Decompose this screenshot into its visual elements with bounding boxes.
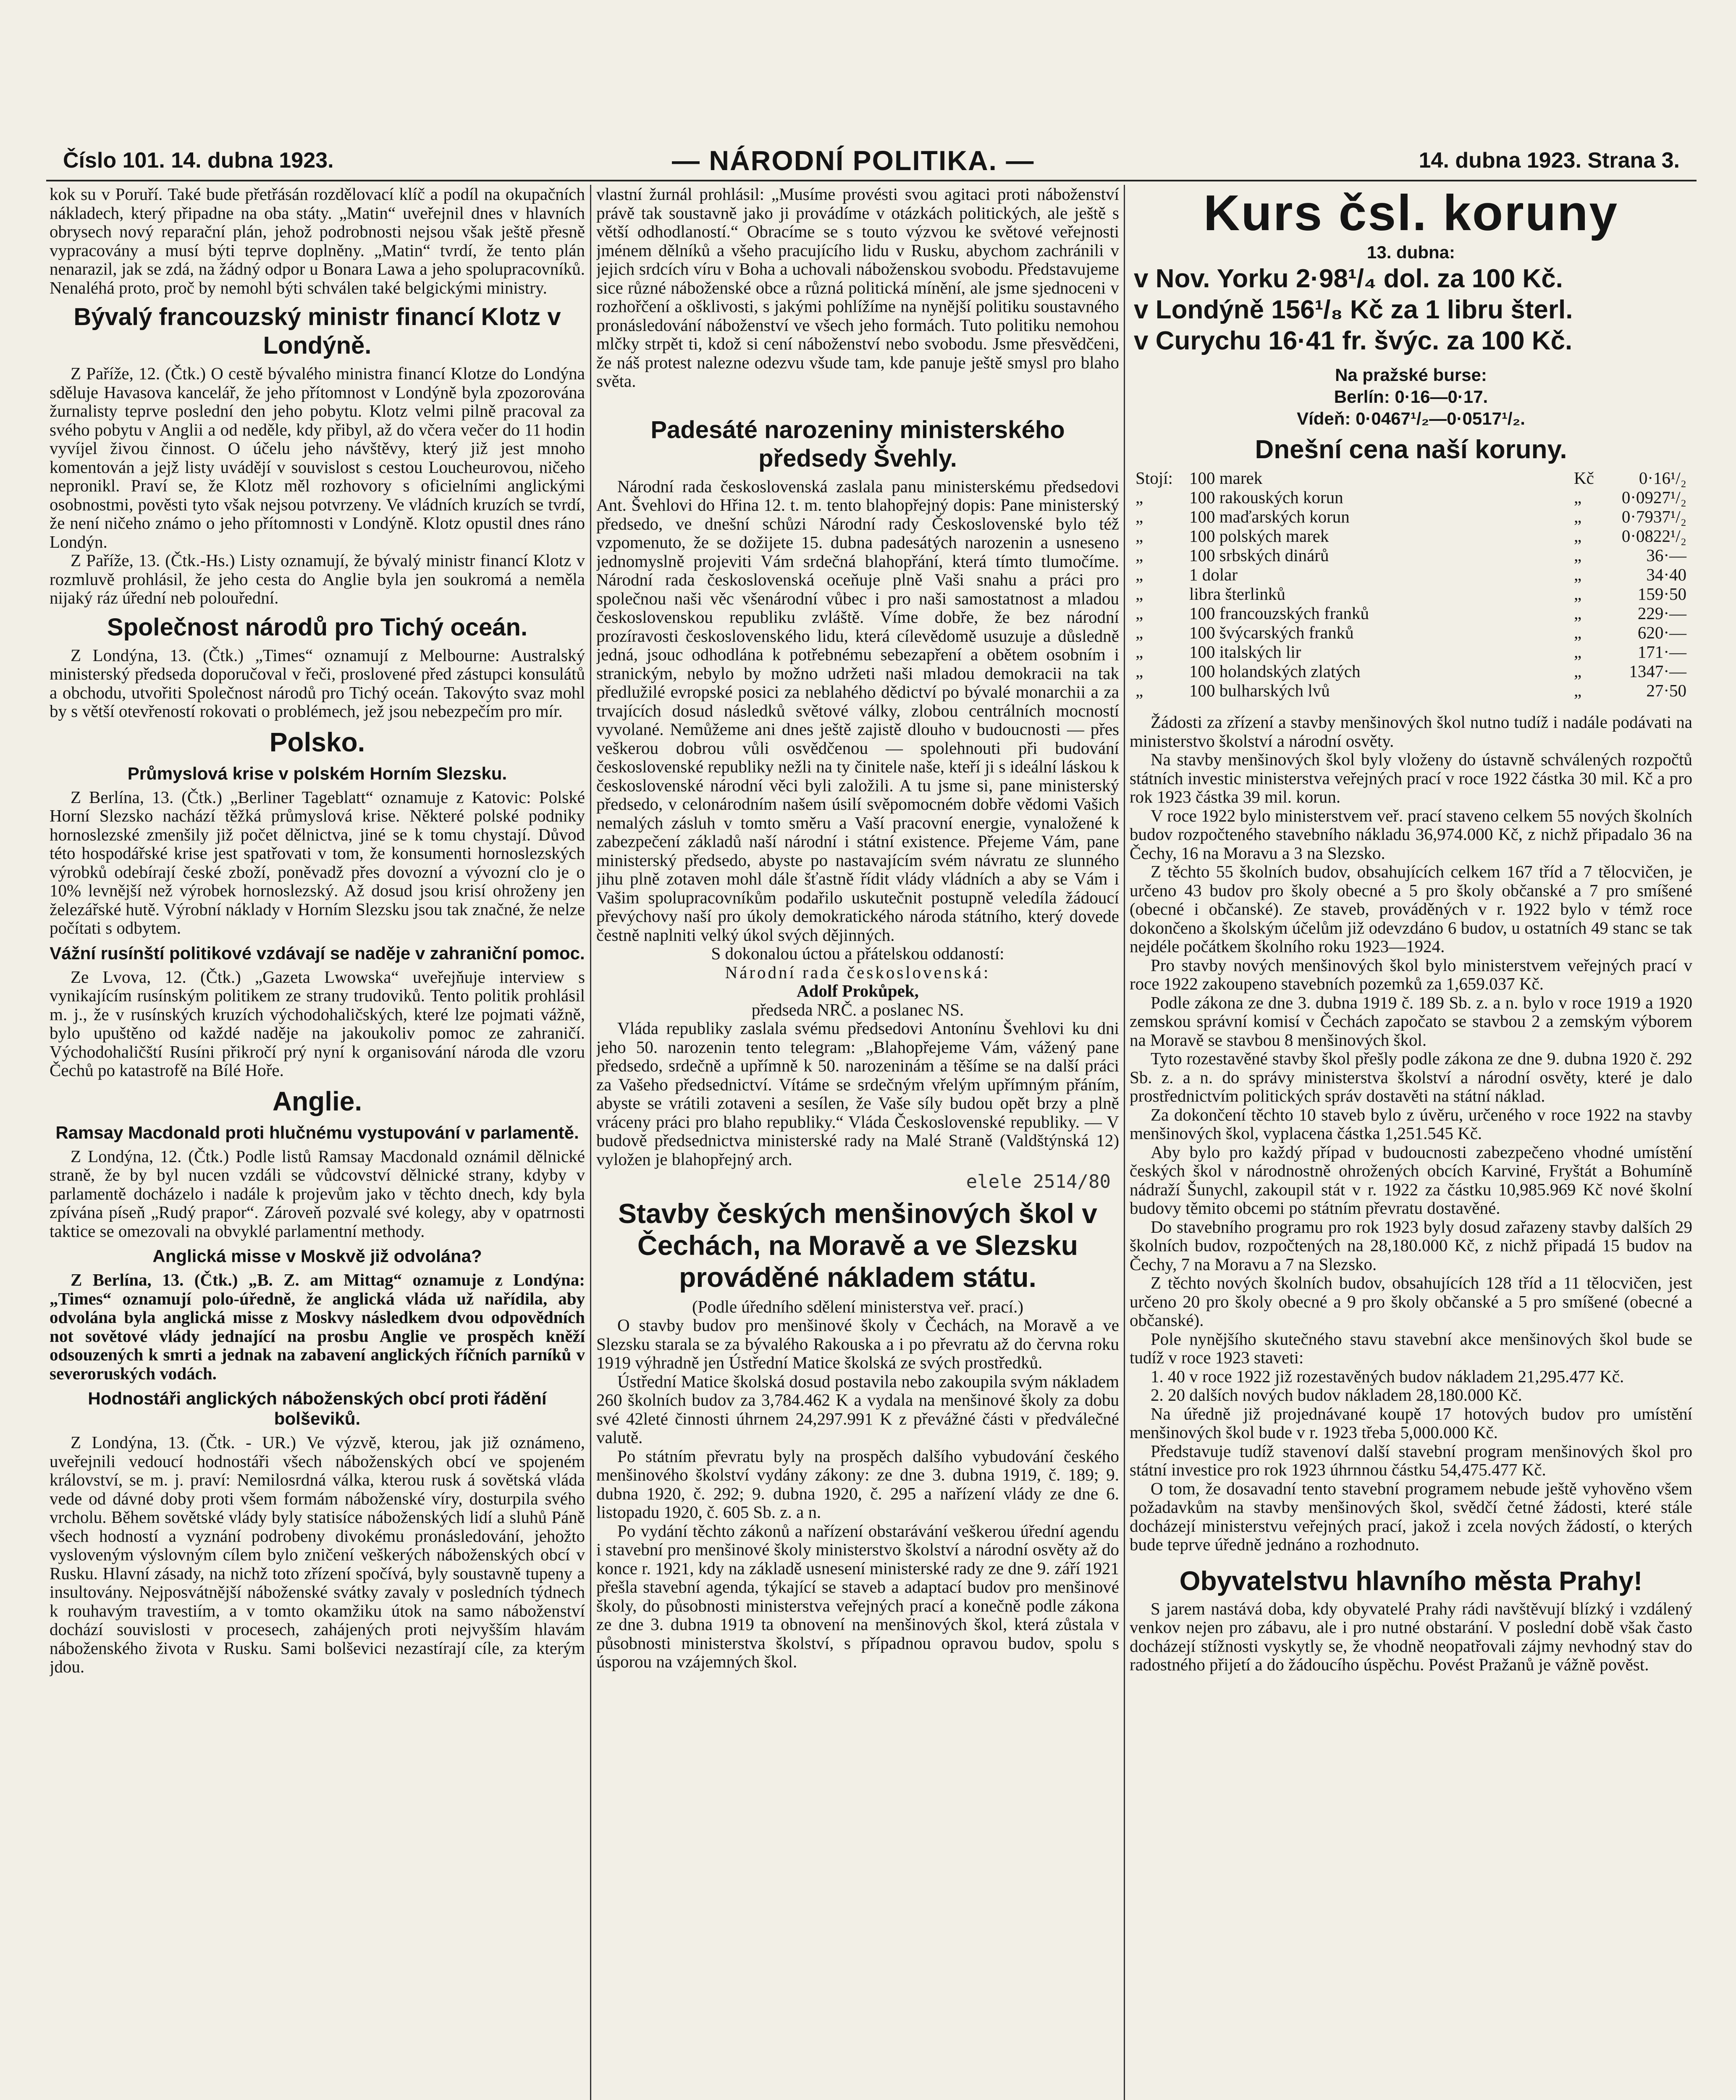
headline: Kurs čsl. koruny [1203, 185, 1619, 241]
headline: Obyvatelstvu hlavního města Prahy! [1179, 1565, 1643, 1596]
currency-label: libra šterlinků [1189, 584, 1285, 604]
currency-unit: „ [1574, 681, 1582, 700]
currency-value: 0·16¹/₂ [1639, 468, 1686, 488]
paragraph: S jarem nastává doba, kdy obyvatelé Prahy rádi navštěvují blízký i vzdálený venkov nejen pro zábavu, ale i pro nutné obstarání. V poslední době však často docházejí stížnosti vyskytly se, že vhodně neopatřovali zájmy nevhodný stav do radostného přijetí a do žádoucího úspěchu. Povést Pražanů je vážně pověst. [1130, 1599, 1692, 1674]
currency-label: 100 srbských dinárů [1189, 546, 1329, 565]
paragraph: Žádosti za zřízení a stavby menšinových škol nutno tudíž i nadále podávati na ministerstvo školství a národní osvěty. [1130, 712, 1692, 751]
currency-unit: „ [1574, 584, 1582, 604]
column-1 [50, 185, 585, 2100]
paragraph: 2. 20 dalších nových budov nákladem 28,180.000 Kč. [1151, 1385, 1522, 1404]
rate-line: Berlín: 0·16—0·17. [1334, 387, 1488, 407]
currency-row [1134, 468, 1688, 488]
row-prefix: „ [1135, 546, 1143, 565]
currency-label: 100 italských lir [1189, 642, 1301, 662]
subheadline: Hodnostáři anglických náboženských obcí proti řádění bolševiků. [88, 1389, 547, 1428]
headline: Stavby českých menšinových škol v Čechách, na Moravě a ve Slezsku prováděné nákladem státu. [618, 1197, 1097, 1293]
paragraph: Podle zákona ze dne 3. dubna 1919 č. 189 Sb. z. a n. bylo v roce 1919 a 1920 zemskou správní komisí v Čechách započato se stavbou 2 a zemským výborem na Moravě se stavbou 8 menšinových škol. [1130, 992, 1692, 1050]
paragraph: Tyto rozestavěné stavby škol přešly podle zákona ze dne 9. dubna 1920 č. 292 Sb. z. a n. do správy ministerstva školství a národní osvěty, které je dalo prostřednictvím politických správ dostavěti na státní náklad. [1130, 1049, 1692, 1105]
paragraph: Z Londýna, 13. (Čtk. - UR.) Ve výzvě, kterou, jak již oznámeno, uveřejnili vedoucí hodnostáři všech náboženských obcí ve spojeném království, se m. j. praví: Nemilosrdná válka, kterou rusk á sovětská vláda vede od dávné doby proti všem formám náboženské víry, dosturpila svého vrcholu. Během sovětské vlády byly statisíce náboženských lidí a sluhů Páně všech hodností a vyznání podrobeny divokému pronásledování, jehožto vysloveným výslovným cílem bylo zničení veškerých náboženských obcí v Rusku. Hlavní zásady, na nichž toto zřízení spočívá, byly soustavně tupeny a insultovány. Nejposvátnější náboženské svátky zavaly v posledních týdnech k rouhavým travestiím, a v tomto okamžiku útok na samo náboženství dochází souvislosti v procesech, zahájených proti nejvyšším hlavám náboženského života v Rusku. Sami bolševici nezastírají cíle, za kterým jdou. [50, 1433, 585, 1676]
subheadline: (Podle úředního sdělení ministerstva veř. prací.) [692, 1297, 1024, 1316]
paragraph: Pro stavby nových menšinových škol bylo ministerstvem veřejných prací v roce 1922 zakoupeno stavebních pozemků za 1,659.037 Kč. [1130, 955, 1692, 993]
row-prefix: „ [1135, 681, 1143, 700]
paragraph: O tom, že dosavadní tento stavební programem nebude ještě vyhověno všem požadavkům na stavby menšinových škol, svědčí četné žádosti, které stále docházejí ministerstvu veřejných prací, jakož i zcela nových žádostí, o kterých bude teprve úředně jednáno a rozhodnuto. [1130, 1478, 1692, 1554]
paragraph: V roce 1922 bylo ministerstvem veř. prací staveno celkem 55 nových školních budov rozpočteného stavebního nákladu 36,974.000 Kč, z nichž připadalo 36 na Čechy, 16 na Moravu a 3 na Slezsko. [1130, 806, 1692, 863]
currency-value: 229·— [1637, 604, 1686, 623]
paragraph: Z Londýna, 13. (Čtk.) „Times“ oznamují z Melbourne: Australský ministerský předseda doporučoval v řeči, proslovené před zástupci konsulátů a obchodu, utvořiti Společnost národů pro Tichý oceán. Takovýto svaz mohl by s větší otevřeností rokovati o problémech, jež jsou nebezpečím pro mír. [50, 645, 585, 721]
currency-row [1134, 604, 1688, 623]
currency-label: 100 maďarských korun [1189, 507, 1350, 526]
paragraph: Po vydání těchto zákonů a nařízení obstarávání veškerou úřední agendu i stavební pro menšinové školy ministerstvo školství a národní osvěty až do konce r. 1921, kdy na základě usnesení ministerské rady ze dne 9. září 1921 přešla stavební agenda, týkající se staveb a adaptací budov pro menšinové školy, do působnosti ministerstva veřejných prací a konečně podle zákona ze dne 3. dubna 1919 ta obnovení na menšinových škol, která zůstala v působnosti ministerstva školství, s případnou opravou budov, spolu s úsporou na vzájemných škol. [596, 1521, 1119, 1671]
currency-label: 100 švýcarských franků [1189, 623, 1354, 642]
currency-value: 0·0822¹/₂ [1621, 526, 1686, 546]
rate-line: Vídeň: 0·0467¹/₂—0·0517¹/₂. [1297, 409, 1525, 428]
paragraph: Z Londýna, 12. (Čtk.) Podle listů Ramsay Macdonald oznámil dělnické straně, že by byl nucen vzdáli se vůdcovství dělnické strany, kdyby v parlamentě docházelo i nadále k projevům jako v těchto dnech, kdy byla zpívána píseň „Rudý prapor“. Zároveň pozvalé své kolegy, aby v opatrnosti taktice se omezovali na obvyklé parlamentní methody. [50, 1146, 585, 1241]
headline: Padesáté narozeniny ministerského předsedy Švehly. [650, 416, 1065, 472]
currency-label: 100 marek [1189, 468, 1263, 488]
row-prefix: „ [1135, 507, 1143, 526]
paragraph: Po státním převratu byly na prospěch dalšího vybudování českého menšinového školství vydány zákony: ze dne 3. dubna 1919, č. 189; 9. dubna 1920, č. 292; 9. dubna 1920, č. 295 a nařízení vlády ze dne 6. listopadu 1920, č. 605 Sb. z. a n. [596, 1446, 1119, 1522]
currency-value: 1347·— [1629, 662, 1686, 681]
issue-number: Číslo 101. 14. dubna 1923. [63, 148, 334, 173]
paragraph: Vláda republiky zaslala svému předsedovi Antonínu Švehlovi ku dni jeho 50. narozenin tento telegram: „Blahopřejeme Vám, vážený pane předsedo, srdečně a upřímně k 50. narozeninám a těšíme se na další práci za Vašeho předsednictví. Vítáme se srdečným vřelým upřímným přáním, abyste se vrátili zotaveni a sesílen, že Vaše síly budou opět brzy a plně vráceny práci pro blaho republiky.“ Vláda Československé republiky. — V budově předsednictva ministerské rady na Malé Straně (Valdštýnská 12) vyložen je blahopřejný arch. [596, 1018, 1119, 1169]
exchange-box [1134, 185, 1688, 700]
row-prefix: „ [1135, 642, 1143, 662]
currency-row [1134, 662, 1688, 681]
paragraph: Národní rada československá zaslala panu ministerskému předsedovi Ant. Švehlovi do Hřina 12. t. m. tento blahopřejný dopis: Pane ministerský předsedo, ve dnešní schůzi Národní rady Československé bylo též vzpomenuto, že se dožijete 15. dubna padesátých narozenin a usneseno jednomyslně projeviti Vám srdečná blahopřání, která tímto tlumočíme. Národní rada československá oceňuje plně Vaši snahu a práci pro společnou naši věc všenárodní vůbec i pro naši samostatnost a mladou československou republiku zvláště. Víme dobře, že bez národní prozíravosti československého lidu, která cílevědomě usuzuje a důsledně jedná, jsouc odhodlána k potřebnému sebezapření a obětem osobním i stranickým, nebylo by možno udržeti naši mladou demokracii na tak předlužilé evropské posici za neblahého dědictví po bývalé monarchii a za trvajících dosud následků světové války, zlobou centrálních mocností vyvolané. Nemůžeme ani dnes ještě zajistě dlouho v budoucnosti — přes veškerou dobrou vůli osvědčenou — spolehnouti při budování československé republiky nežli na ty činitele naše, kteří ji s ideální láskou k československé národní věci byli založili. A tu jsme si, pane ministerský předsedo, v celonárodním našem úsilí svěpomocném dobře vědomi Vašich nemalých zásluh v tomto směru a Vaší pracovní energie, vynaložené k zabezpečení základů naší národní i státní existence. Přejeme Vám, pane ministerský předsedo, abyste po nastavajícím svém návratu ze slunného jihu plně zotaven mohl dále šťastně řídit vlády vládních a aby se Vám i Vašim spolupracovníkům podařilo uskutečnit postupně veledíla žádoucí převýchovy naší pro úkoly demokratického národa státního, který dovede čestně naplniti velký úkol svých dějinných. [596, 476, 1119, 945]
section-heading: Polsko. [269, 727, 365, 757]
row-prefix: „ [1135, 662, 1143, 681]
rate-date: 13. dubna: [1366, 242, 1455, 262]
currency-value: 36·— [1646, 546, 1686, 565]
currency-value: 620·— [1637, 623, 1686, 642]
currency-unit: „ [1574, 488, 1582, 507]
currency-row [1134, 584, 1688, 604]
currency-value: 0·0927¹/₂ [1621, 488, 1686, 507]
subheadline: Průmyslová krise v polském Horním Slezsku. [127, 763, 507, 783]
paragraph: Za dokončení těchto 10 staveb bylo z úvěru, určeného v roce 1922 na stavby menšinových škol, vyplacena částka 1,251.545 Kč. [1130, 1105, 1692, 1143]
signature-line: Národní rada československá: [725, 962, 991, 982]
currency-label: 1 dolar [1189, 565, 1238, 584]
paragraph: Představuje tudíž stavenoví další stavební program menšinových škol pro státní investice pro rok 1923 úhrnnou částku 54,475.477 Kč. [1130, 1441, 1692, 1479]
currency-row [1134, 507, 1688, 526]
currency-value: 171·— [1637, 642, 1686, 662]
paragraph: Z Berlína, 13. (Čtk.) „Berliner Tageblatt“ oznamuje z Katovic: Polské Horní Slezsko nachází těžká průmyslová krise. Některé polské podniky hornoslezské zmenšily již počet dělnictva, jiné se k tomu chystají. Důvod této hospodářské krise jest spatřovati v tom, že konsumenti hornoslezských výrobků odebírají české zboží, poněvadž přes dovozní a vývozní clo je o 10% levnější než výrobek hornoslezský. Až dosud jsou krisí ohroženy jen železářské hutě. Výrobní náklady v Horním Slezsku jsou tak značné, že nelze počítati s odbytem. [50, 787, 585, 937]
currency-label: 100 polských marek [1189, 526, 1329, 546]
currency-unit: „ [1574, 546, 1582, 565]
row-prefix: „ [1135, 604, 1143, 623]
row-prefix: Stojí: [1135, 468, 1173, 488]
row-prefix: „ [1135, 584, 1143, 604]
currency-row [1134, 526, 1688, 546]
currency-row [1134, 488, 1688, 507]
currency-row [1134, 565, 1688, 584]
paragraph: Z Paříže, 13. (Čtk.-Hs.) Listy oznamují, že bývalý ministr financí Klotz v rozmluvě prohlásil, že jeho cesta do Anglie byla jen soukromá a neměla nijaký ráz úřední neb polouřední. [50, 551, 585, 607]
headline: Společnost národů pro Tichý oceán. [107, 613, 528, 641]
currency-unit: „ [1574, 507, 1582, 526]
headline: Bývalý francouzský ministr financí Klotz v Londýně. [73, 303, 561, 359]
rate-line: v Nov. Yorku 2·98¹/₄ dol. za 100 Kč. [1134, 264, 1563, 293]
paragraph: Ze Lvova, 12. (Čtk.) „Gazeta Lwowska“ uveřejňuje interview s vynikajícím rusínským politikem ze strany trudoviků. Tento politik prohlásil m. j., že v rusínských kruzích východohaličských, které lze pojmati vážně, bylo upuštěno od každé naděje na jakoukoliv pomoc ze zahraničí. Východohaličští Rusíni přikročí prý nyní k organisování národa dle vzoru Čechů po katastrofě na Bílé Hoře. [50, 967, 585, 1080]
paragraph: Na stavby menšinových škol byly vloženy do ústavně schválených rozpočtů státních investic ministerstva veřejných prací v roce 1922 částka 30 mil. Kč a pro rok 1923 částka 39 mil. korun. [1130, 750, 1692, 806]
currency-unit: „ [1574, 526, 1582, 546]
row-prefix: „ [1135, 488, 1143, 507]
paragraph: Do stavebního programu pro rok 1923 byly dosud zařazeny stavby dalších 29 školních budov, rozpočtených na 28,180.000 Kč, z nichž připadá 15 budov na Čechy, 7 na Moravu a 7 na Slezsko. [1130, 1217, 1692, 1274]
currency-label: 100 holandských zlatých [1189, 662, 1361, 681]
paragraph: Z Berlína, 13. (Čtk.) „B. Z. am Mittag“ oznamuje z Londýna: „Times“ oznamují polo-úředně, že anglická vláda už nařídila, aby odvolána byla anglická misse z Moskvy následkem dvou odpovědních not sovětové vlády jednající na prosbu Anglie ve prospěch kněží odsouzených k smrti a jednak na zabavení anglických říčních parníků v severoruských vodách. [50, 1270, 585, 1383]
paragraph: Ústřední Matice školská dosud postavila nebo zakoupila svým nákladem 260 školních budov za 3,784.462 K a vydala na menšinové školy za dobu své 42leté činnosti úhrnem 24,297.991 K z převážné části v předválečné valutě. [596, 1371, 1119, 1447]
paragraph: kok su v Poruří. Také bude přetřásán rozdělovací klíč a podíl na okupačních nákladech, který připadne na oba státy. „Matin“ uveřejnil dnes v hlavních obrysech nový reparační plán, jehož podrobnosti nejsou však ještě přesně vypracovány a musí býti teprve doplněny. „Matin“ tvrdí, že tento plán nenarazil, jak se zdá, na žádný odpor u Bonara Lawa a jeho spolupracovníků. Nenaléhá proto, proč by nemohl býti schválen také belgickými ministry. [50, 185, 585, 297]
currency-row [1134, 642, 1688, 662]
currency-row [1134, 623, 1688, 642]
column-divider [1124, 185, 1125, 2100]
subheadline: Ramsay Macdonald proti hlučnému vystupování v parlamentě. [55, 1122, 579, 1142]
currency-label: 100 bulharských lvů [1189, 681, 1330, 700]
column-3 [1130, 185, 1692, 2100]
currency-row [1134, 546, 1688, 565]
currency-unit: „ [1574, 623, 1582, 642]
currency-unit: „ [1574, 642, 1582, 662]
masthead [46, 143, 1697, 176]
currency-value: 27·50 [1646, 681, 1686, 700]
currency-unit: „ [1574, 565, 1582, 584]
rate-line: v Londýně 156¹/₈ Kč za 1 libru šterl. [1134, 295, 1573, 324]
paragraph: O stavby budov pro menšinové školy v Čechách, na Moravě a ve Slezsku starala se za bývalého Rakouska a i po převratu až do června roku 1919 výhradně jen Ústřední Matice školská ze svých prostředků. [596, 1315, 1119, 1372]
paragraph: 1. 40 v roce 1922 již rozestavěných budov nákladem 21,295.477 Kč. [1151, 1366, 1624, 1386]
row-prefix: „ [1135, 565, 1143, 584]
row-prefix: „ [1135, 526, 1143, 546]
currency-table [1134, 468, 1688, 700]
currency-unit: „ [1574, 662, 1582, 681]
masthead-rule [46, 180, 1697, 181]
burse-title: Na pražské burse: [1335, 365, 1487, 385]
currency-unit: Kč [1574, 468, 1594, 488]
currency-label: 100 rakouských korun [1189, 488, 1343, 507]
currency-row [1134, 681, 1688, 700]
paragraph: vlastní žurnál prohlásil: „Musíme provésti svou agitaci proti náboženství právě tak soustavně jako ji provádíme v otázkách politických, ale ještě s větší odhodlaností.“ Obracíme se s touto výzvou ke světové veřejnosti jménem dělníků a všeho pracujícího lidu v Rusku, abychom zachránili v jejich srdcích víru v Boha a uchovali náboženskou svobodu. Představujeme sice různé náboženské obce a různá politická mínění, ale jsme sjednoceni v rozhořčení a ošklivosti, s jakými pohlížíme na nynější politiku soustavného pronásledování náboženství ve všech jeho formách. Tuto politiku nemohou mlčky strpět ti, kdož si cení náboženství nebo svobodu. Jsme přesvědčeni, že náš protest nalezne odezvu všude tam, kde panuje ještě smysl pro blaho světa. [596, 185, 1119, 391]
paragraph: S dokonalou úctou a přátelskou oddaností: [711, 944, 1004, 963]
date-page: 14. dubna 1923. Strana 3. [1419, 148, 1680, 173]
currency-value: 0·7937¹/₂ [1621, 507, 1686, 526]
subheadline: Anglická misse v Moskvě již odvolána? [152, 1246, 482, 1266]
paragraph: Z Paříže, 12. (Čtk.) O cestě bývalého ministra financí Klotze do Londýna sděluje Havasova kancelář, že jeho přítomnost v Londýně byla zpozorována žurnalisty teprve poslední den jeho pobytu. Klotz velmi pilně pracoval za svého pobytu v Anglii a od neděle, kdy přibyl, až do včera večer do 11 hodin vyvíjel živou činnost. O účelu jeho návštěvy, který již jest mnoho komentován a jejž listy uvádějí v souvislost s cestou Loucheurovou, ničeho nepronikl. Praví se, že Klotz měl rozhovory s oficielními anglickými osobnostmi, pověsti tyto však nejsou potvrzeny. Ve vládních kruzích se tvrdí, že není ničeho známo o jeho přítomnosti v Londýně. Klotz opustil dnes ráno Londýn. [50, 364, 585, 551]
currency-value: 159·50 [1637, 584, 1686, 604]
signature-title: předseda NRČ. a poslanec NS. [751, 1000, 964, 1019]
signature-name: Adolf Prokůpek, [797, 981, 919, 1000]
paragraph: Aby bylo pro každý případ v budoucnosti zabezpečeno vhodné umístění českých škol v národnostně ohrožených obcích Karviné, Fryštát a Bohumíně nádraží Šunychl, zakoupil stát v r. 1922 za částku 10,985.969 Kč nové školní budovy těmito obcemi po státním převratu dostavěné. [1130, 1142, 1692, 1218]
column-2 [596, 185, 1119, 2100]
currency-label: 100 francouzských franků [1189, 604, 1369, 623]
rate-line: v Curychu 16·41 fr. švýc. za 100 Kč. [1134, 326, 1573, 355]
row-prefix: „ [1135, 623, 1143, 642]
newspaper-title: — NÁRODNÍ POLITIKA. — [672, 145, 1035, 176]
paragraph: Z těchto nových školních budov, obsahujících 128 tříd a 11 tělocvičen, jest určeno 20 pro školy obecné a 9 pro školy občanské a 5 pro smíšené (obecné a občanské). [1130, 1273, 1692, 1330]
paragraph: Pole nynějšího skutečného stavu stavební akce menšinových škol bude se tudíž v roce 1923 staveti: [1130, 1329, 1692, 1367]
paragraph: Na úředně již projednávané koupě 17 hotových budov pro umístění menšinových škol bude v r. 1923 třeba 5,000.000 Kč. [1130, 1404, 1692, 1442]
currency-value: 34·40 [1646, 565, 1686, 584]
headline: Dnešní cena naší koruny. [1255, 435, 1567, 464]
subheadline: Vážní rusínští politikové vzdávají se naděje v zahraniční pomoc. [50, 943, 585, 963]
section-heading: Anglie. [272, 1086, 362, 1116]
paragraph: Z těchto 55 školních budov, obsahujících celkem 167 tříd a 7 tělocvičen, je určeno 43 budov pro školy obecné a 5 pro školy občanské a 7 pro smíšené (obecné i občanské). Ze staveb, prováděných v r. 1922 bylo v témž roce dokončeno a školským účelům již odevzdáno 6 budov, u ostatních 49 stanc se tak nejdéle počátkem školního roku 1923—1924. [1130, 862, 1692, 956]
handwritten-note: elele 2514/80 [966, 1171, 1111, 1192]
currency-unit: „ [1574, 604, 1582, 623]
column-divider [590, 185, 591, 2100]
